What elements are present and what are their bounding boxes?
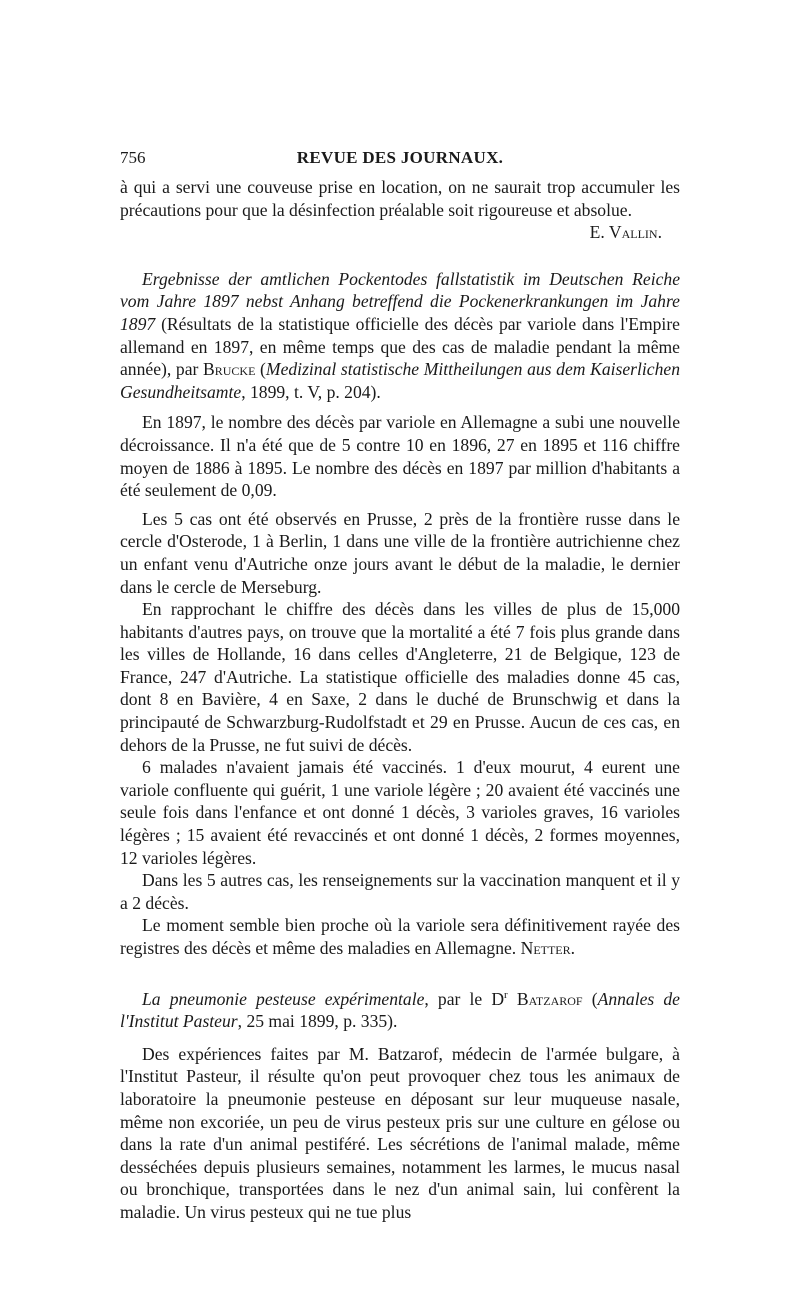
article-heading-pockentodes: [120, 268, 680, 404]
article-heading-pneumonie: [120, 988, 680, 1033]
article-source-journal: Annales de l'Institut Pasteur: [120, 988, 680, 1032]
article-author-batzarof: Batzarof: [516, 988, 583, 1009]
article-source-open: (: [255, 359, 266, 380]
signature-netter: Netter.: [520, 938, 576, 958]
article-title-french: (Résultats de la statistique officielle des décès par variole dans l'Empire allemand en 1897, en même temps que des cas de maladie pendant la même année), par: [120, 313, 680, 380]
signature-line-vallin: [120, 221, 680, 244]
continuation-text: à qui a servi une couveuse prise en location, on ne saurait trop accumuler les précautions pour que la désinfection préalable soit rigoureuse et absolue.: [120, 177, 680, 220]
article-source-details: , 25 mai 1899, p. 335).: [237, 1011, 398, 1032]
article-title-german: Ergebnisse der amtlichen Pockentodes fallstatistik im Deutschen Reiche vom Jahre 1897 nebst Anhang betreffend die Pockenerkrankungen im Jahre 1897: [120, 268, 680, 334]
doctor-superscript: r: [504, 988, 508, 1001]
body-paragraph-text: Le moment semble bien proche où la variole sera définitivement rayée des registres des décès et même des maladies en Allemagne.: [120, 915, 680, 958]
article-byline: , par le D: [424, 988, 505, 1009]
signature-vallin: E. Vallin.: [589, 222, 662, 243]
body-paragraph-last: [120, 914, 680, 959]
article-source-details: , 1899, t. V, p. 204).: [241, 381, 381, 402]
document-page: [120, 148, 680, 1224]
article-title-pneumonie: La pneumonie pesteuse expérimentale: [142, 988, 425, 1009]
running-head: [120, 148, 680, 172]
running-title: REVUE DES JOURNAUX.: [296, 148, 504, 167]
body-paragraph: Les 5 cas ont été observés en Prusse, 2 près de la frontière russe dans le cercle d'Osterode, 1 à Berlin, 1 dans une ville de la frontière autrichienne chez un enfant venu d'Autriche onze jours avant le début de la maladie, le dernier dans le cercle de Merseburg.: [120, 508, 680, 597]
article-source-journal: Medizinal statistische Mittheilungen aus dem Kaiserlichen Gesundheitsamte: [120, 359, 680, 402]
continuation-paragraph: [120, 176, 680, 221]
page-number: 756: [120, 148, 146, 167]
body-paragraph: Des expériences faites par M. Batzarof, médecin de l'armée bulgare, à l'Institut Pasteur, il résulte qu'on peut provoquer chez tous les animaux de laboratoire la pneumonie pesteuse en déposant sur leur muqueuse nasale, même non excoriée, un peu de virus pesteux pris sur une culture en gélose ou dans la rate d'un animal pestiféré. Les sécrétions de l'animal malade, même desséchées depuis plusieurs semaines, notamment les larmes, le mucus nasal ou bronchique, transportées dans le nez d'un animal sain, lui confèrent la maladie. Un virus pesteux qui ne tue plus: [120, 1043, 680, 1222]
article-source-open: (: [582, 988, 598, 1009]
body-paragraph: 6 malades n'avaient jamais été vaccinés. 1 d'eux mourut, 4 eurent une variole confluente qui guérit, 1 une variole légère ; 20 avaient été vaccinés une seule fois dans l'enfance et ont donné 1 décès, 3 varioles graves, 16 varioles légères ; 15 avaient été revaccinés et ont donné 1 décès, 2 formes moyennes, 12 varioles légères.: [120, 757, 680, 868]
body-paragraph: Dans les 5 autres cas, les renseignements sur la vaccination manquent et il y a 2 décès.: [120, 870, 680, 913]
body-paragraph: En 1897, le nombre des décès par variole en Allemagne a subi une nouvelle décroissance. Il n'a été que de 5 contre 10 en 1896, 27 en 1895 et 116 chiffre moyen de 1886 à 1895. Le nombre des décès en 1897 par million d'habitants a été seulement de 0,09.: [120, 412, 680, 501]
article-author-brucke: Brucke: [203, 359, 256, 380]
body-paragraph: En rapprochant le chiffre des décès dans les villes de plus de 15,000 habitants d'autres pays, on trouve que la mortalité a été 7 fois plus grande dans les villes de Hollande, 16 dans celles d'Angleterre, 21 de Belgique, 123 de France, 247 d'Autriche. La statistique officielle des maladies donne 45 cas, dont 8 en Bavière, 4 en Saxe, 2 dans le duché de Brunschwig et dans la principauté de Schwarzburg-Rudolfstadt et 29 en Prusse. Aucun de ces cas, en dehors de la Prusse, ne fut suivi de décès.: [120, 599, 680, 755]
